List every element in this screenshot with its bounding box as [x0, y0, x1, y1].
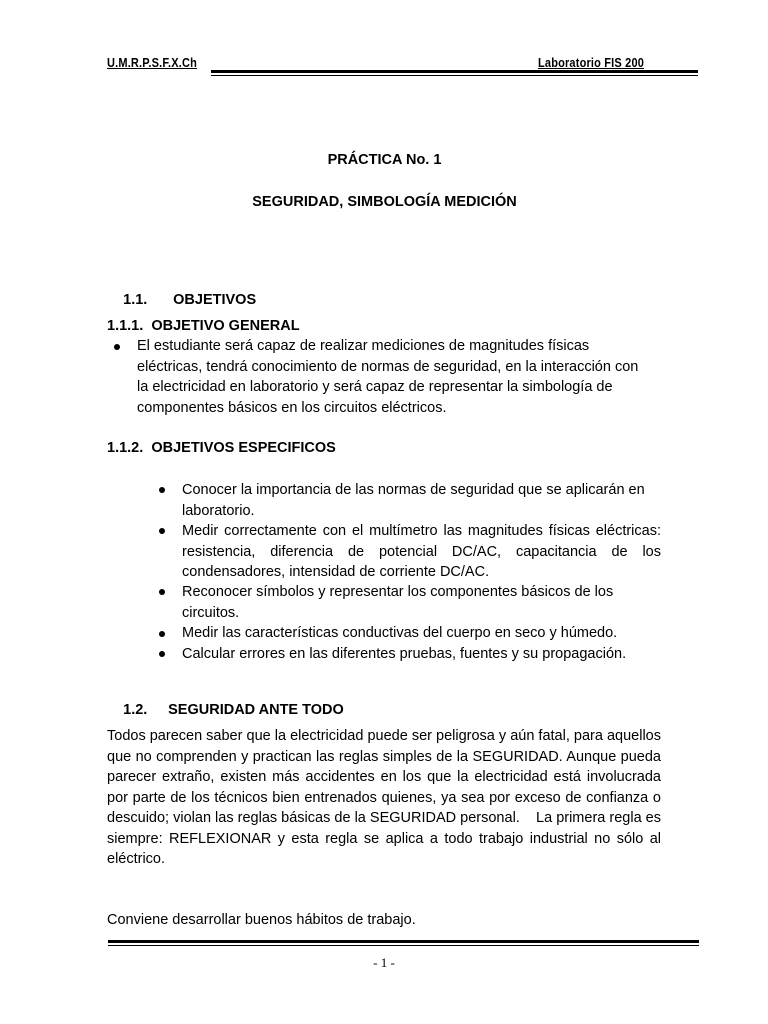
footer-rule-thick — [108, 940, 699, 943]
text-line: eléctricas, tendrá conocimiento de normas de seguridad, en la interacción con — [137, 358, 639, 375]
footer-rule-thin — [108, 945, 699, 946]
section-objetivos-heading — [107, 276, 256, 324]
section-title: OBJETIVOS — [173, 292, 257, 308]
header-institution: U.M.R.P.S.F.X.Ch — [107, 56, 198, 70]
bullet-icon — [159, 528, 165, 534]
section-title: SEGURIDAD ANTE TODO — [168, 702, 344, 718]
bullet-icon — [114, 344, 120, 350]
header-course: Laboratorio FIS 200 — [538, 56, 645, 70]
section-number: 1.1. — [123, 292, 148, 308]
objetivo-general-text — [137, 336, 667, 418]
bullet-icon — [159, 631, 165, 637]
practice-subtitle: SEGURIDAD, SIMBOLOGÍA MEDICIÓN — [252, 194, 517, 210]
specific-objective-item: Reconocer símbolos y representar los componentes básicos de los circuitos. — [182, 584, 614, 621]
page-number: - 1 - — [373, 955, 395, 970]
text-line: componentes básicos en los circuitos eléctricos. — [137, 399, 447, 416]
seguridad-closing: Conviene desarrollar buenos hábitos de trabajo. — [107, 912, 416, 928]
seguridad-paragraph: Todos parecen saber que la electricidad puede ser peligrosa y aún fatal, para aquellos que no comprenden y practican las reglas simples de la SEGURIDAD. Aunque pueda parecer extraño, existen más accidentes en los que la electricidad está involucrada por parte de los técnicos bien entrenados quienes, ya sea por exceso de confianza o descuido; violan las reglas básicas de la SEGURIDAD personal. La primera regla es siempre: REFLEXIONAR y esta regla se aplica a todo trabajo industrial no sólo al eléctrico. — [107, 728, 666, 867]
objetivos-especificos-heading: 1.1.2. OBJETIVOS ESPECIFICOS — [107, 440, 336, 456]
practice-title: PRÁCTICA No. 1 — [327, 152, 442, 168]
text-line: la electricidad en laboratorio y será capaz de representar la simbología de — [137, 379, 613, 395]
specific-objective-item: Conocer la importancia de las normas de seguridad que se aplicarán en laboratorio. — [182, 482, 645, 519]
section-number: 1.2. — [123, 702, 148, 718]
header-rule-thick — [211, 70, 698, 73]
header-rule-thin — [211, 75, 698, 76]
bullet-icon — [159, 651, 165, 657]
specific-objective-item: Calcular errores en las diferentes pruebas, fuentes y su propagación. — [182, 646, 627, 662]
bullet-icon — [159, 487, 165, 493]
objetivo-general-heading: 1.1.1. OBJETIVO GENERAL — [107, 318, 300, 334]
specific-objective-item: Medir las características conductivas del cuerpo en seco y húmedo. — [182, 625, 618, 641]
text-line: El estudiante será capaz de realizar mediciones de magnitudes físicas — [137, 338, 590, 354]
specific-objective-item: Medir correctamente con el multímetro las magnitudes físicas eléctricas: resistencia, diferencia de potencial DC/AC, capacitancia de los condensadores, intensidad de corriente DC/AC. — [182, 523, 661, 580]
bullet-icon — [159, 589, 165, 595]
